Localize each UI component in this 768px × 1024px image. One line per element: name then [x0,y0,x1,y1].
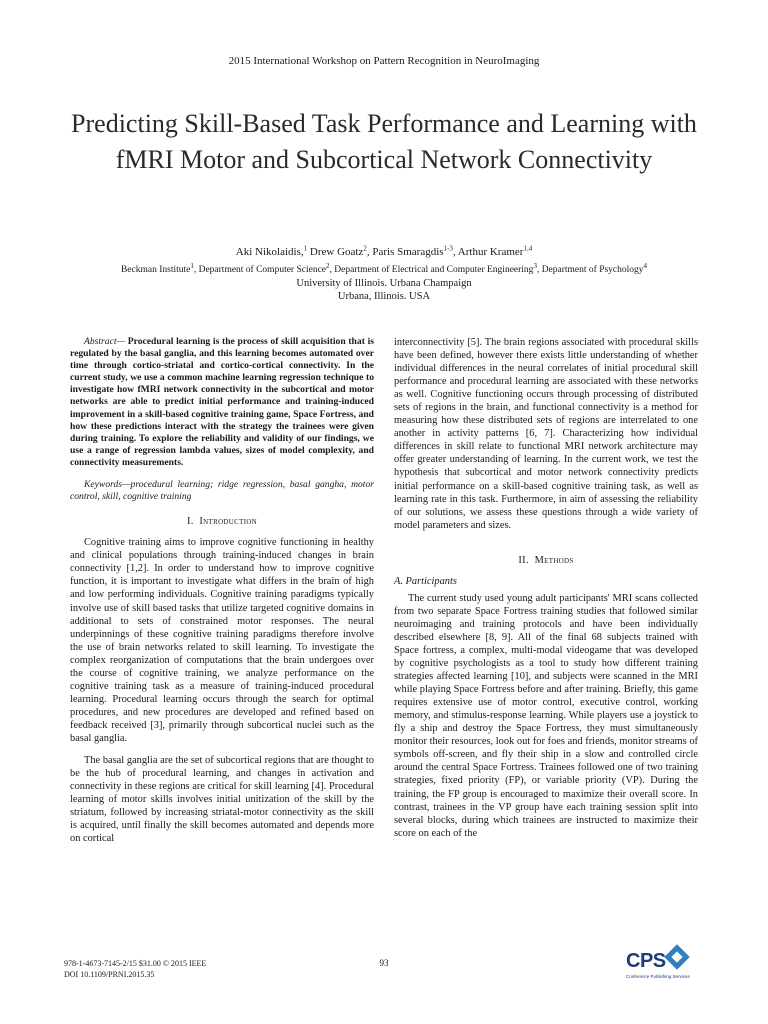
section-heading-methods: II. Methods [518,554,574,566]
left-column [70,336,374,845]
methods-paragraph-1: The current study used young adult participants' MRI scans collected from two separate Space Fortress training studies that followed similar neuroimaging and training protocols and have been individually described elsewhere [8, 9]. All of the final 68 subjects trained with Space fortress, a complex, multi-modal videogame that was developed by cognitive psychologists as a tool to study how different training strategies affected learning [10], and subjects were scanned in the MRI while playing Space Fortress before and after training. Briefly, this game requires extensive use of motor control, executive control, working memory, and stimulus-response learning. While players use a joystick to fly a ship and destroy the Space Fortress, they must simultaneously monitor their resources, look out for foes and friends, monitor streams of symbols off-screen, and fly their ship in a slow and controlled circle around the central Space Fortress. Trainees followed one of two training strategies, fixed priority (FP), or variable priority (VP). During the training, the FP group is encouraged to maximize their overall score. In contrast, trainees in the VP group have each training session split into several blocks, during which trainees are instructed to maximize their score on each of the [394,592,698,839]
section-heading-introduction: I. Introduction [186,516,258,528]
right-column [394,336,698,840]
intro-paragraph-1: Cognitive training aims to improve cognitive functioning in healthy and clinical populations through training-induced changes in brain connectivity [1,2]. In order to understand how to improve cognitive function, it is important to investigate what differs in the brain of high and low performing individuals. Cognitive training paradigms typically involve use of skill based tasks that utilize targeted cognitive domains in additional to sets of constrained motor responses. The neural underpinnings of these cognitive training paradigms therefore involve the use of brain networks related to skill learning. To investigate the complex reorganization of computations that the brain undergoes over the course of cognitive training, we analyze performance on the cognitive training task as a measure of training-induced procedural learning. Procedural learning occurs through the search for optimal procedures, and new procedures are developed and refined based on feedback received [3], primarily through subcortical nuclei such as the basal ganglia. [70,537,374,744]
cps-logo-text: CPS [626,950,666,972]
footer-doi: DOI 10.1109/PRNI.2015.35 [64,970,155,979]
page-number: 93 [379,958,389,968]
author-4: , Arthur Kramer$^{1,4}$ [452,244,533,258]
cps-logo-subtext: Conference Publishing Services [626,974,690,979]
author-2: Drew Goatz$^2$ [307,244,367,258]
subsection-heading-participants: A. Participants [394,575,457,587]
author-3: , Paris Smaragdis$^{1-3}$ [366,244,453,258]
author-list [0,246,768,258]
conference-header: 2015 International Workshop on Pattern Recognition in NeuroImaging [228,55,540,67]
affiliation-line-3: Urbana, Illinois. USA [337,291,431,302]
affiliation-line-2: University of Illinois. Urbana Champaign [296,278,472,289]
abstract-text: Procedural learning is the process of skill acquisition that is regulated by the basal ganglia, and this learning becomes automated over time through cortico-striatal and cortico-cortical connectivity. In the current study, we use a common machine learning regression technique to investigate how fMRI network connectivity in the subcortical and motor networks are able to predict initial performance and training-induced improvement in a skill-based cognitive training game, Space Fortress, and how these predictions interact with the strategy the trainees were given during training. To explore the reliability and validity of our findings, we use a range of regression lambda values, sizes of model complexity, and connectivity measurements. [70,336,374,468]
intro-paragraph-2: The basal ganglia are the set of subcortical regions that are thought to be the hub of procedural learning, and changes in activation and connectivity in these regions are critical for skill learning [4]. Procedural learning of motor skills involves initial unitization of the skill by the striatum, followed by increasing striatal-motor connectivity as the skill is acquired, until finally the skill becomes automated and depends more on cortical [70,755,374,845]
footer-isbn: 978-1-4673-7145-2/15 $31.00 © 2015 IEEE [64,959,207,968]
abstract [70,336,374,469]
affiliations [0,261,768,303]
right-paragraph-1: interconnectivity [5]. The brain regions associated with procedural skills have been defined, however there exists little understanding of whether individual differences in the neural correlates of initial procedural skill performance and procedural learning are associated with these networks as well. Cognitive functioning occurs through processing of distributed sets of regions in the brain, and functional connectivity is a method for measuring how these distributed sets of regions are interrelated to one another in activity patterns [6, 7]. Characterizing how individual differences in skill relate to functional MRI network architecture may offer greater understanding of learning. In the current work, we test the hypothesis that subcortical and motor network connectivity predicts initial performance on a skill-based cognitive training task, as well as learning rate in this task. Furthermore, in aim of assessing the reliability of our solutions, we assess these questions through a wide variety of model parameters and sizes. [394,337,698,531]
paper-title: Predicting Skill-Based Task Performance and Learning with fMRI Motor and Subcortical Network Connectivity [71,109,697,174]
author-1: Aki Nikolaidis,$^1$ [235,244,308,258]
keywords: Keywords—procedural learning; ridge regression, basal gangha, motor control, skill, cognitive training [70,479,374,503]
abstract-lead: Abstract— [84,336,126,347]
affiliation-line-1: Beckman Institute$^1$, Department of Computer Science$^2$, Department of Electrical and Computer Engineering$^3$, Department of Psychology$^4$ [120,261,648,275]
